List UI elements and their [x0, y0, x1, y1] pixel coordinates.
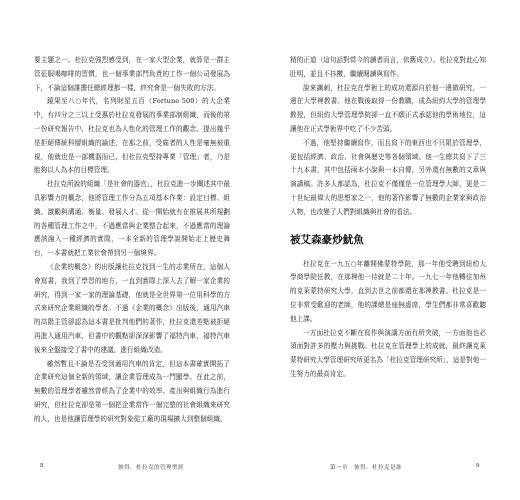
- page-number: 9: [476, 463, 480, 469]
- running-head: 彼得．杜拉克的管理聖經: [118, 465, 184, 471]
- paragraph: 不過，他堅持繼續寫作，而且寫下的東西也不只限於管理學，更包括經濟、政治、社會與歷史等各個領域。他一生總共寫下了三十九本書，其中包括兩本小說與一本自傳，另外還有無數的文章與演講稿。許多人都認為，杜拉克不僅僅是一位管理學大師，更是二十世紀最偉大的思想家之一，他的著作影響了無數的企業家與政治人物，也改變了人們對組織與社會的看法。: [290, 138, 486, 216]
- paragraph: 一方面杜拉克不斷在寫作與演講方面有所突破，一方面他也必須面對許多的壓力與挑戰。杜拉克在管理學上的成就，最終讓克萊蒙特研究大學管理研究所更名為「杜拉克管理研究所」，這是對他一生努力的最高肯定。: [290, 328, 487, 378]
- paragraph: 《企業的概念》的出版讓杜拉克找到一生的志業所在，這個人會寫書，我到了學習的地方，一直到實際上深入去了解一家企業的研究，得到一家一家的理論基礎，他就是全世界第一位用科學的方式來研究企業組織的學者。不過《企業的概念》出版後，通用汽車的高階主管卻認為這本書是批判他們的著作，杜拉克還差點被拒絕再進入通用汽車，但書中的觀點卻深深影響了福特汽車，福特汽車後來全盤接受了書中的建議，進行組織改造。: [34, 262, 230, 354]
- left-body-text: [34, 54, 230, 427]
- right-page: [260, 0, 520, 500]
- paragraph: 說來諷刺，杜拉克在學術上的成功還源自於他一邊做研究，一邊在大學裡教書。他在戰後取得一份教職，成為紐約大學的管理學教授，但紐約大學管理學院卻一直不願正式承認他的學術地位，這讓他在正式學術界中吃了不少苦頭。: [290, 83, 486, 133]
- right-body-text: [290, 54, 486, 382]
- paragraph: 杜拉克在一九五○年離開佛蒙特學院，那一年他受聘到紐約大學商學院任教，在那裡他一待就是二十年。一九七一年他轉往加州的克萊蒙特研究大學，直到去世之前都還在那裡教書。杜拉克是一位非常受歡迎的老師，他的課總是座無虛席，學生們都非常喜歡聽他上課。: [290, 259, 486, 323]
- paragraph: 要主題之一。杜拉克強烈感受到，在一家大型企業，就算是一群主管征服喝咖啡的習慣，也一個事業部門負責的工作一個公司發展為下，不論這個誰擔任總經理都一樣，終究會是一個失敗的方法。: [34, 56, 230, 92]
- paragraph: 鏡果至八○年代，名列財星五百（Fortune 500）的大企業中，有四分之三以上受惠於杜拉克發展的事業部制組織，而後的第一份研究報告中，杜拉克也為人性化的管理工作的觀念，提出幾乎是拒絕傳統科層組織的論述，在那之前，受雇者的人性是毫無被重視，他就也是一部機器而已，但杜拉克堅持專業「管理」者，乃是能夠以人為本的目標管理。: [34, 97, 230, 175]
- paragraph: 雖然暫且不論是否受到通用汽車的肯定，但這本書確實開拓了企業研究這個全新的領域，讓企業管理成為一門顯學。在此之前，無數的管理學者雖然曾經為了企業中的效率、產出與組織行為進行研究，但杜拉克卻是第一個把企業當作一個完整的社會組織來研究的人，也是他讓管理學的研究對象從工廠的現場擴大到整個組織。: [34, 359, 230, 423]
- section-heading: 被艾森豪炒魷魚: [290, 233, 364, 246]
- paragraph: 精的正道（這句話對當今的讀者而言，依舊成立）。杜拉克對此心知肚明，並且不抖擻，繼續閱讀與寫作。: [290, 56, 487, 78]
- running-head: 第一章 彼得．杜拉克是誰: [330, 465, 402, 471]
- paragraph: 杜拉克所說的組織「是社會的器官」，杜拉克進一步闡述其中最具影響力的概念，他將管理工作分為五項基本作業：設定目標、組織、激勵與溝通、衡量、發展人才。從一開始就有在推展其所規劃的各種管理工作之中，不過應當與企業整合起來，不過應當的理論應該融入一種經濟的實際，一本全新的管理學說開始走上歷史舞台，一本書就把工業社會帶到另一個境界。: [34, 180, 230, 258]
- page-number: 8: [40, 463, 44, 469]
